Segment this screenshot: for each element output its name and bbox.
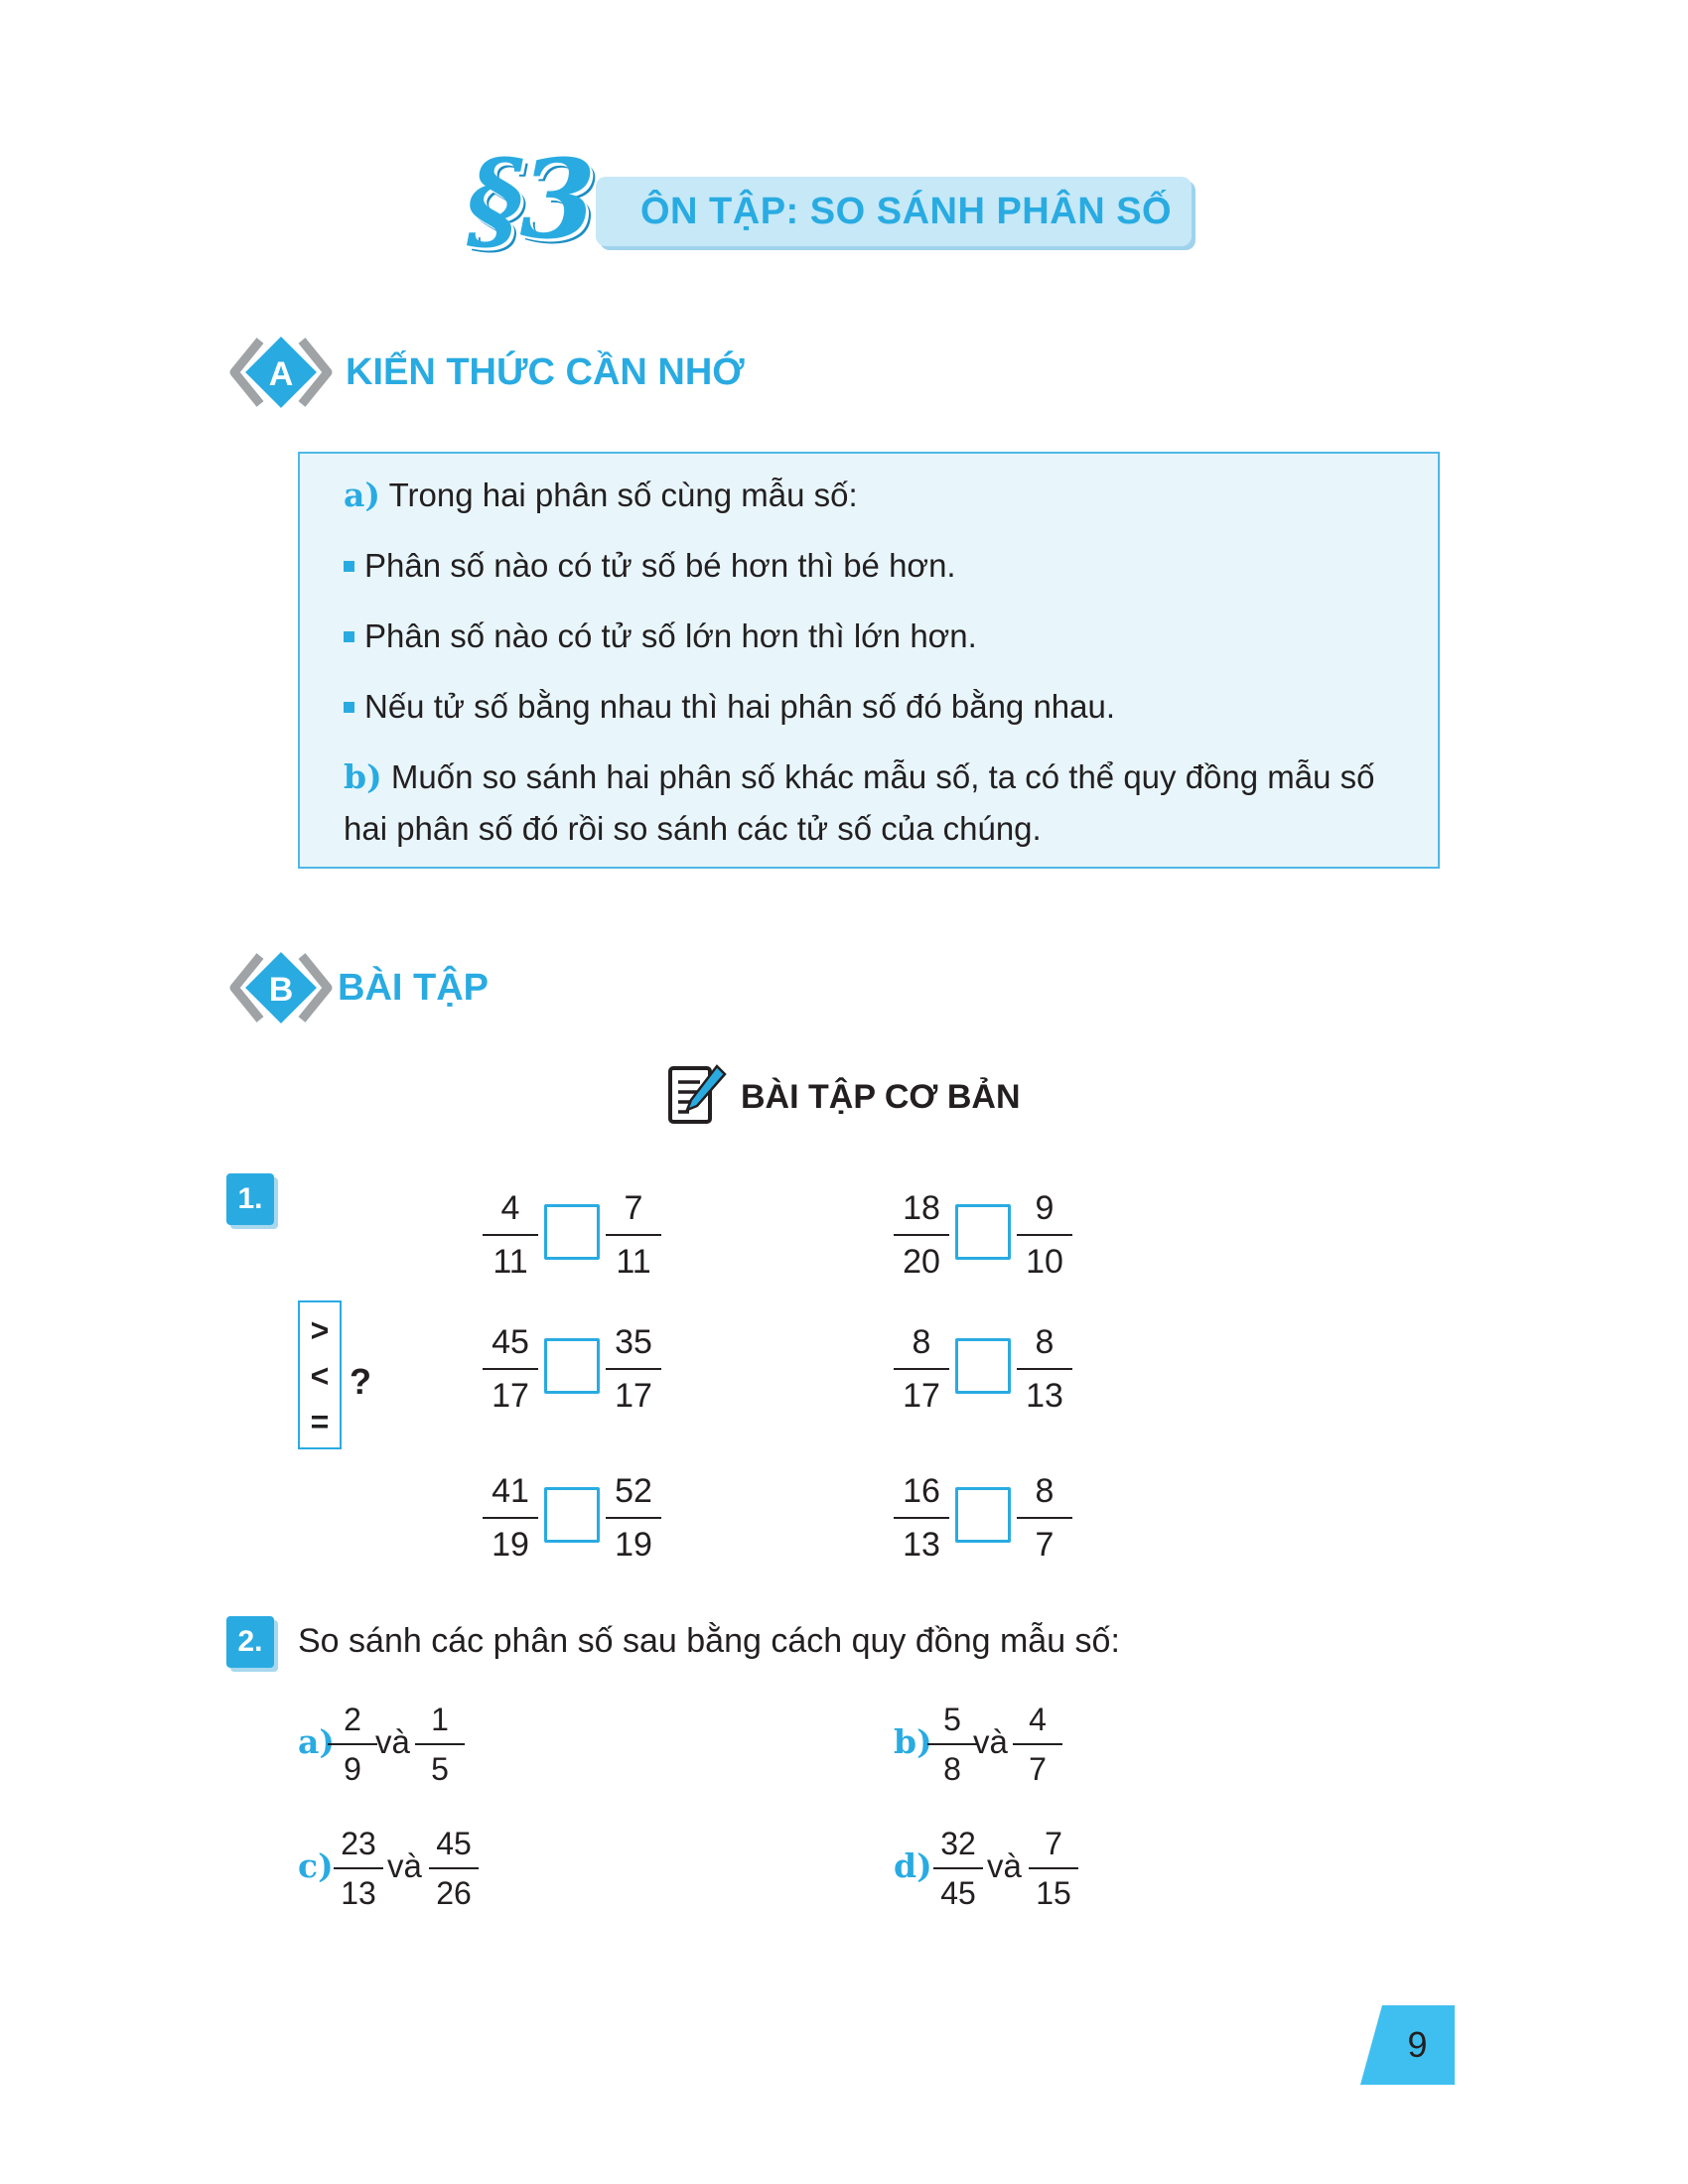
fraction: $\frac{8}{13}$ — [1017, 1320, 1072, 1418]
connector-va: và — [973, 1723, 1008, 1760]
fraction: $\frac{8}{7}$ — [1017, 1469, 1072, 1567]
section-a-title: KIẾN THỨC CẦN NHỚ — [346, 351, 745, 393]
bullet-text: Phân số nào có tử số bé hơn thì bé hơn. — [364, 547, 956, 584]
item-text-b-line2: hai phân số đó rồi so sánh các tử số của chúng. — [344, 810, 1042, 847]
knowledge-box — [298, 452, 1440, 869]
answer-box[interactable] — [955, 1338, 1011, 1394]
knowledge-bullet-3 — [344, 687, 1115, 727]
fraction: $\frac{4}{7}$ — [1013, 1700, 1062, 1789]
fraction: $\frac{41}{19}$ — [483, 1469, 538, 1567]
fraction: $\frac{5}{8}$ — [927, 1700, 977, 1789]
section-a-badge-icon — [226, 333, 336, 412]
fraction: $\frac{8}{17}$ — [894, 1320, 949, 1418]
fraction: $\frac{18}{20}$ — [894, 1186, 949, 1284]
question-mark: ? — [350, 1361, 371, 1402]
answer-box[interactable] — [955, 1487, 1011, 1543]
fraction: $\frac{23}{13}$ — [334, 1824, 383, 1913]
section-a-badge-letter: A — [268, 355, 294, 393]
title-banner — [467, 135, 1221, 268]
fraction: $\frac{1}{5}$ — [415, 1700, 465, 1789]
exercise-2-prompt: So sánh các phân số sau bằng cách quy đồng mẫu số: — [298, 1622, 1120, 1660]
symbol-less: < — [310, 1358, 330, 1394]
item-text-a: Trong hai phân số cùng mẫu số: — [388, 477, 858, 513]
page-title: ÔN TẬP: SO SÁNH PHÂN SỐ — [640, 191, 1173, 232]
fraction: $\frac{2}{9}$ — [328, 1700, 377, 1789]
knowledge-item-a — [344, 476, 858, 515]
item-label-b: b) — [344, 757, 382, 796]
part-label-b: b) — [894, 1722, 932, 1761]
fraction: $\frac{4}{11}$ — [483, 1186, 538, 1284]
bullet-text: Phân số nào có tử số lớn hơn thì lớn hơn. — [364, 617, 977, 654]
bullet-icon — [344, 561, 354, 572]
knowledge-bullet-1 — [344, 546, 956, 586]
symbol-greater: > — [310, 1312, 330, 1348]
section-b-badge-letter: B — [268, 971, 294, 1009]
exercise-2-number: 2. — [226, 1616, 274, 1668]
connector-va: và — [987, 1847, 1022, 1884]
answer-box[interactable] — [955, 1204, 1011, 1260]
item-text-b-line1: Muốn so sánh hai phân số khác mẫu số, ta có thể quy đồng mẫu số — [390, 758, 1375, 795]
connector-va: và — [375, 1723, 410, 1760]
part-label-a: a) — [298, 1722, 335, 1761]
comparison-symbols-box — [298, 1300, 342, 1449]
notepad-pencil-icon — [667, 1062, 727, 1128]
fraction: $\frac{9}{10}$ — [1017, 1186, 1072, 1284]
fraction: $\frac{45}{26}$ — [429, 1824, 479, 1913]
bullet-icon — [344, 631, 354, 642]
fraction: $\frac{7}{15}$ — [1029, 1824, 1078, 1913]
page-number-tab — [1360, 2005, 1455, 2085]
fraction: $\frac{35}{17}$ — [606, 1320, 661, 1418]
fraction: $\frac{7}{11}$ — [606, 1186, 661, 1284]
page-number: 9 — [1407, 2024, 1428, 2065]
symbol-equal: = — [310, 1404, 330, 1439]
knowledge-item-b — [344, 757, 1375, 797]
part-label-d: d) — [894, 1846, 932, 1885]
part-label-c: c) — [298, 1846, 334, 1885]
fraction: $\frac{52}{19}$ — [606, 1469, 661, 1567]
answer-box[interactable] — [544, 1487, 600, 1543]
fraction: $\frac{16}{13}$ — [894, 1469, 949, 1567]
knowledge-item-b-cont — [344, 809, 1042, 849]
answer-box[interactable] — [544, 1204, 600, 1260]
answer-box[interactable] — [544, 1338, 600, 1394]
basic-exercises-title: BÀI TẬP CƠ BẢN — [741, 1078, 1021, 1116]
fraction: $\frac{32}{45}$ — [933, 1824, 983, 1913]
connector-va: và — [387, 1847, 422, 1884]
bullet-icon — [344, 702, 354, 713]
bullet-text: Nếu tử số bằng nhau thì hai phân số đó bằng nhau. — [364, 688, 1116, 725]
knowledge-bullet-2 — [344, 616, 977, 656]
item-label-a: a) — [344, 476, 380, 514]
basic-exercises-heading — [667, 1062, 1064, 1132]
section-b-title: BÀI TẬP — [338, 967, 489, 1009]
fraction: $\frac{45}{17}$ — [483, 1320, 538, 1418]
exercise-1-number: 1. — [226, 1173, 274, 1225]
section-number: §3 — [467, 135, 593, 263]
section-b-badge-icon — [226, 948, 336, 1027]
